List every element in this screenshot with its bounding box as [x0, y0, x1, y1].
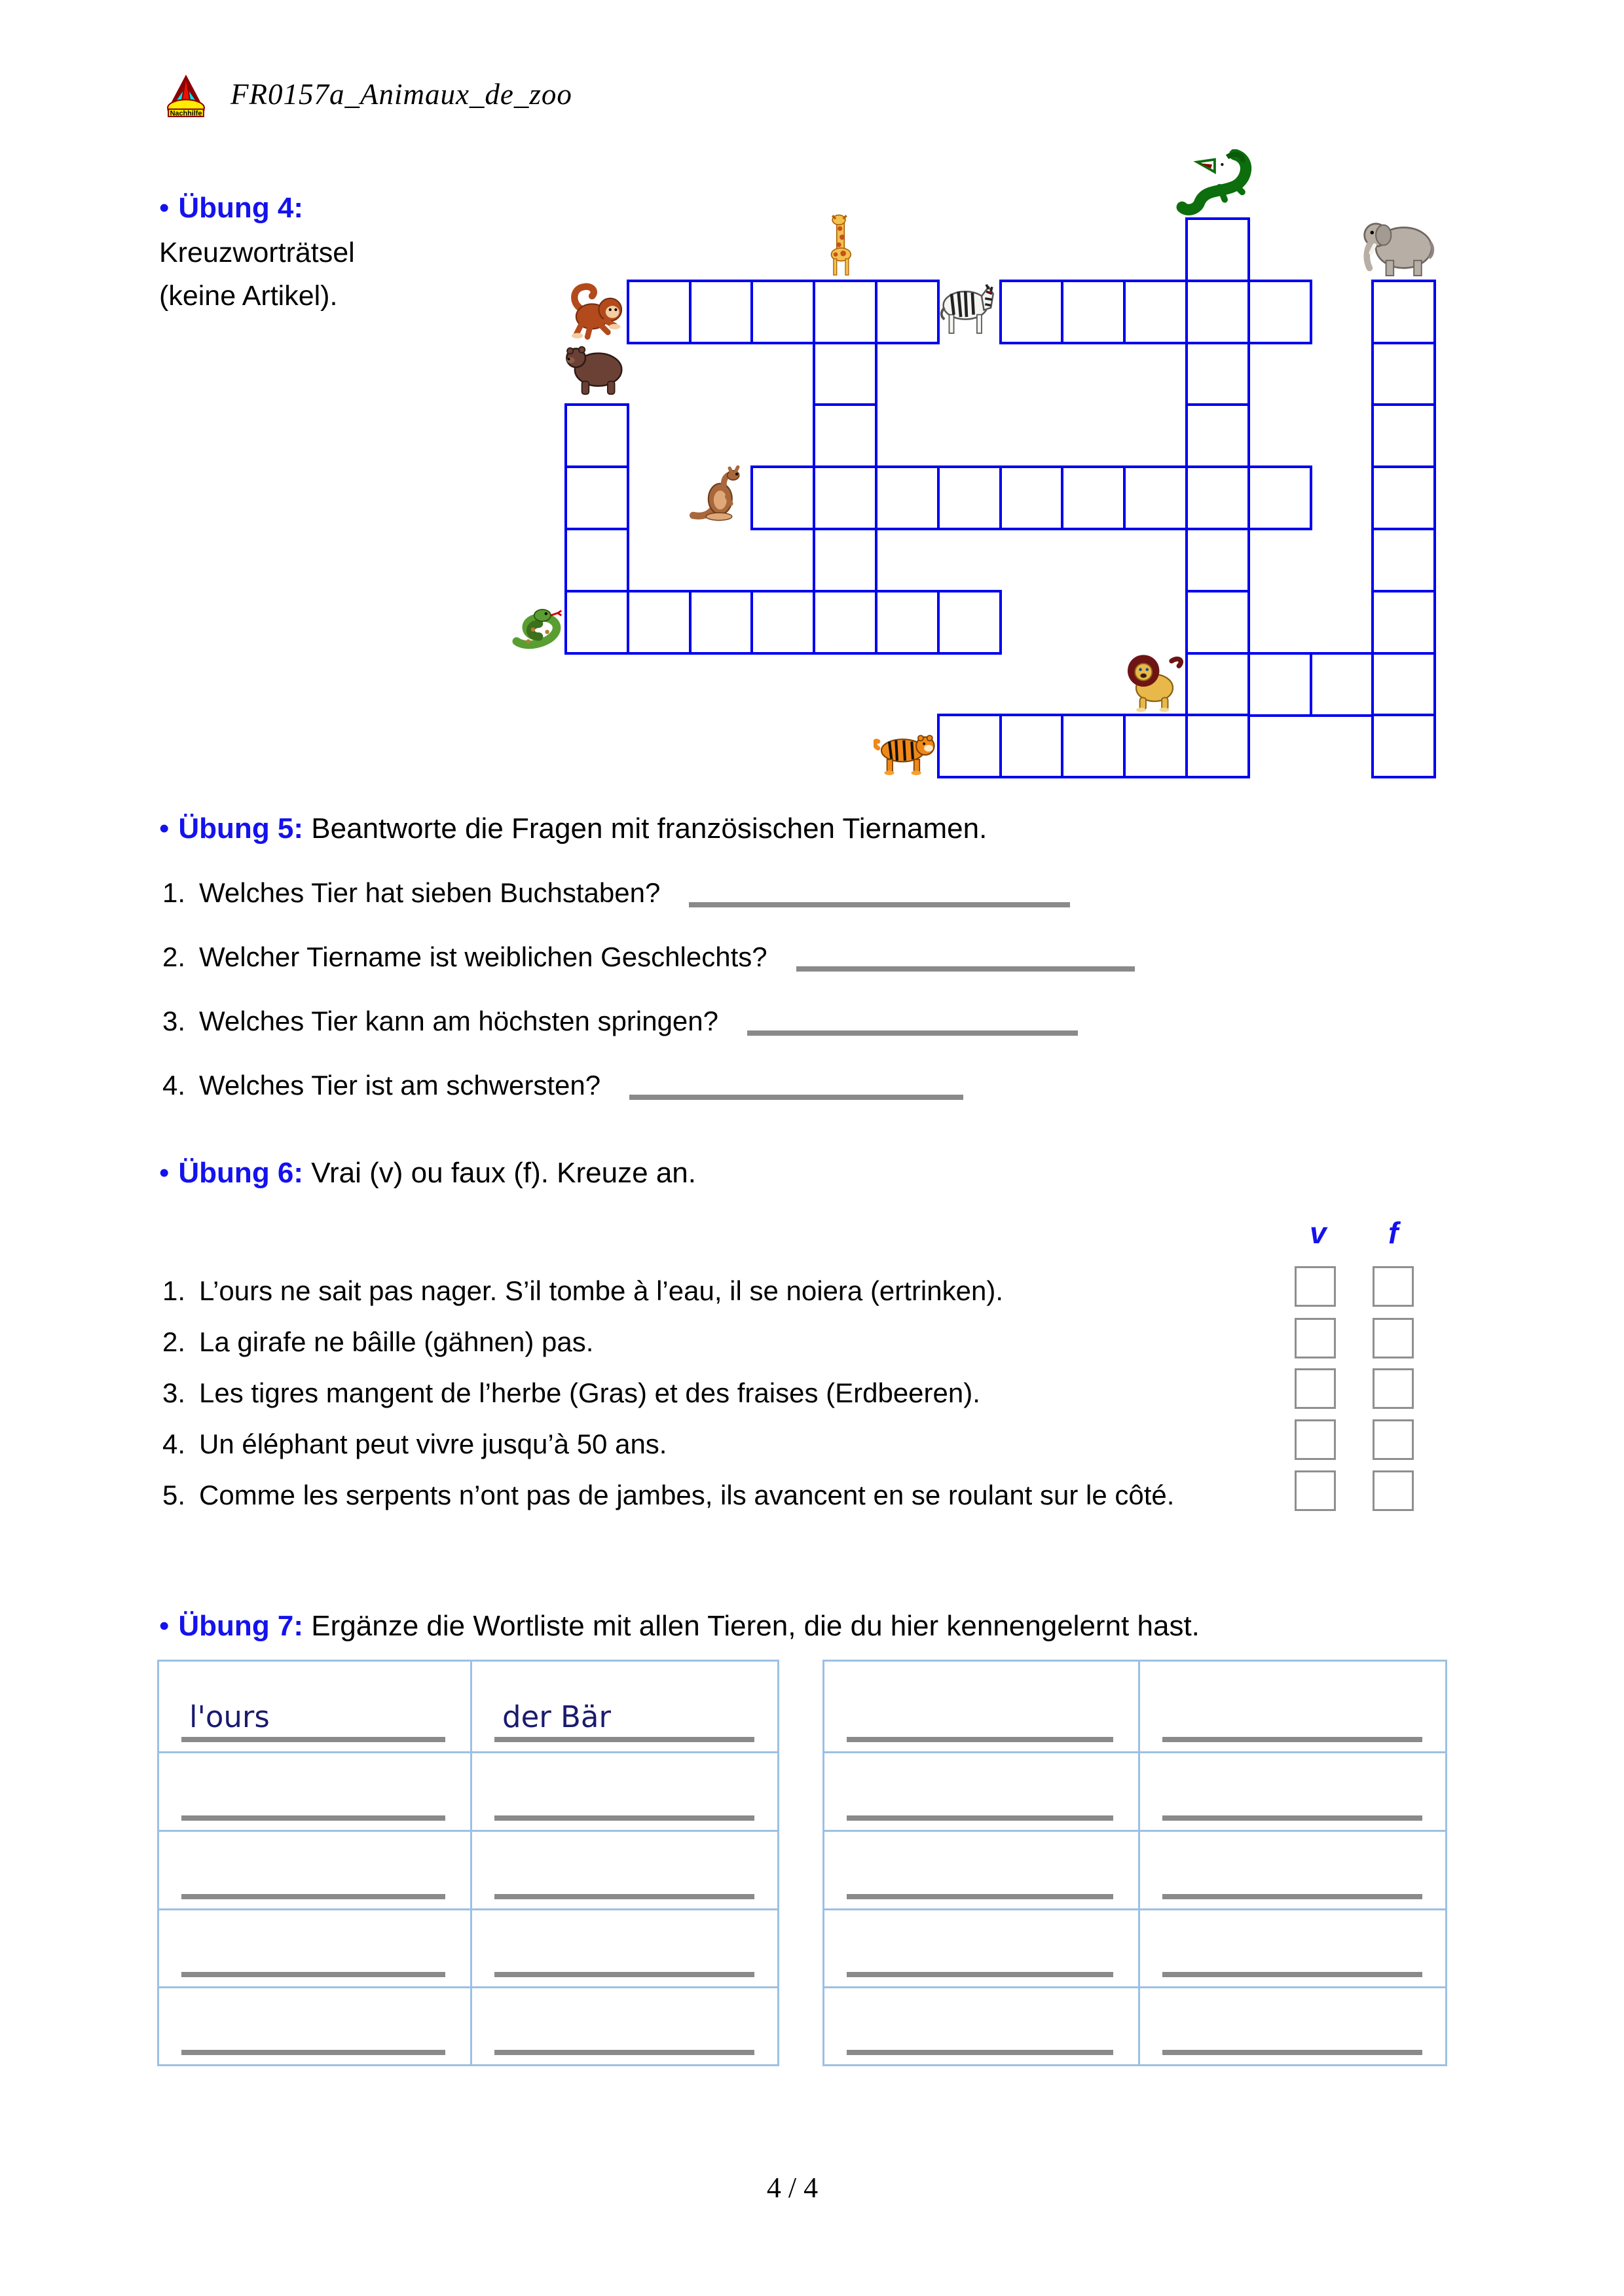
- wordlist-cell: [470, 1662, 779, 1751]
- wordlist-cell: [159, 1986, 470, 2064]
- question-row: [162, 1006, 1078, 1037]
- exercise7-label: Übung 7:: [178, 1610, 304, 1642]
- crossword-cell-crocodile[interactable]: [1185, 342, 1250, 407]
- wordlist-blank[interactable]: [1162, 1815, 1422, 1821]
- bear-image: [563, 339, 629, 395]
- question-number: 1.: [162, 877, 186, 908]
- crossword-cell-kangaroo[interactable]: [750, 465, 815, 530]
- wordlist-blank[interactable]: [494, 1894, 754, 1899]
- wordlist-cell: [159, 1751, 470, 1830]
- statement-row: [162, 1322, 1276, 1362]
- crossword-cell-lion[interactable]: [1185, 652, 1250, 717]
- answer-line[interactable]: [747, 1030, 1078, 1036]
- statement-text: Comme les serpents n’ont pas de jambes, ils avancent en se roulant sur le côté.: [199, 1480, 1175, 1510]
- statement-number: 1.: [162, 1275, 186, 1306]
- question-row: [162, 941, 1135, 973]
- wordlist-blank[interactable]: [181, 1815, 445, 1821]
- exercise4-description-line2: (keine Artikel).: [159, 280, 338, 312]
- crossword-cell-kangaroo[interactable]: [1247, 465, 1312, 530]
- crossword-cell-zebra[interactable]: [1061, 280, 1126, 344]
- question-text: Welches Tier hat sieben Buchstaben?: [199, 877, 661, 908]
- question-row: [162, 1070, 963, 1101]
- crossword-cell-kangaroo[interactable]: [1185, 465, 1250, 530]
- wordlist-cell: [159, 1662, 470, 1751]
- crossword-cell-kangaroo[interactable]: [1061, 465, 1126, 530]
- wordlist-blank[interactable]: [1162, 1972, 1422, 1977]
- answer-line[interactable]: [629, 1095, 963, 1100]
- answer-line[interactable]: [796, 966, 1135, 972]
- crossword-cell-tiger[interactable]: [1123, 714, 1188, 778]
- wordlist-blank[interactable]: [847, 1894, 1113, 1899]
- checkbox-f-statement-3[interactable]: [1373, 1368, 1414, 1409]
- crossword-cell-tiger[interactable]: [1061, 714, 1126, 778]
- crossword-cell-zebra[interactable]: [999, 280, 1064, 344]
- statement-text: La girafe ne bâille (gähnen) pas.: [199, 1326, 594, 1357]
- exercise6-instruction: Vrai (v) ou faux (f). Kreuze an.: [311, 1157, 696, 1189]
- statement-number: 3.: [162, 1377, 186, 1408]
- checkbox-f-statement-4[interactable]: [1373, 1419, 1414, 1460]
- wordlist-cell: [1138, 1908, 1447, 1986]
- crossword-cell-elephant[interactable]: [1371, 342, 1436, 407]
- wordlist-cell: [1138, 1986, 1447, 2064]
- crossword-cell-snake[interactable]: [564, 590, 629, 655]
- crossword-cell-monkey[interactable]: [875, 280, 940, 344]
- crossword-cell-snake[interactable]: [937, 590, 1002, 655]
- crossword-cell-snake[interactable]: [813, 590, 877, 655]
- exercise6-heading: [159, 1156, 696, 1190]
- crossword-cell-lion[interactable]: [1247, 652, 1312, 717]
- crossword-cell-monkey[interactable]: [627, 280, 692, 344]
- filled-entry-french: l'ours: [189, 1700, 270, 1734]
- wordlist-cell: [470, 1751, 779, 1830]
- crossword-cell-zebra[interactable]: [1247, 280, 1312, 344]
- crossword-cell-snake[interactable]: [875, 590, 940, 655]
- question-text: Welches Tier kann am höchsten springen?: [199, 1006, 718, 1036]
- crossword-cell-snake[interactable]: [750, 590, 815, 655]
- wordlist-cell: [824, 1908, 1138, 1986]
- crossword-cell-giraffe[interactable]: [813, 403, 877, 468]
- filled-entry-german: der Bär: [502, 1700, 612, 1734]
- wordlist-cell: [159, 1830, 470, 1908]
- crossword-cell-elephant[interactable]: [1371, 528, 1436, 592]
- question-text: Welcher Tiername ist weiblichen Geschlechts?: [199, 941, 767, 972]
- answer-line[interactable]: [689, 902, 1070, 907]
- checkbox-v-statement-5[interactable]: [1295, 1470, 1336, 1511]
- crossword-cell-zebra[interactable]: [1185, 280, 1250, 344]
- exercise6-label: Übung 6:: [178, 1157, 304, 1189]
- wordlist-cell: [1138, 1751, 1447, 1830]
- wordlist-cell: [470, 1986, 779, 2064]
- checkbox-f-statement-1[interactable]: [1373, 1266, 1414, 1307]
- question-text: Welches Tier ist am schwersten?: [199, 1070, 601, 1101]
- crossword-cell-zebra[interactable]: [1123, 280, 1188, 344]
- checkbox-v-statement-1[interactable]: [1295, 1266, 1336, 1307]
- wordlist-blank[interactable]: [494, 1972, 754, 1977]
- wordlist-blank[interactable]: [847, 1972, 1113, 1977]
- wordlist-blank[interactable]: [1162, 1894, 1422, 1899]
- exercise4-description-line1: Kreuzworträtsel: [159, 237, 355, 268]
- crossword-cell-crocodile[interactable]: [1185, 217, 1250, 282]
- exercise5-instruction: Beantworte die Fragen mit französischen Tiernamen.: [311, 812, 987, 845]
- wordlist-blank[interactable]: [847, 1815, 1113, 1821]
- wordlist-cell: [470, 1908, 779, 1986]
- question-number: 3.: [162, 1006, 186, 1036]
- question-row: [162, 877, 1070, 909]
- checkbox-v-statement-3[interactable]: [1295, 1368, 1336, 1409]
- exercise4-heading: [159, 191, 303, 225]
- statement-number: 2.: [162, 1326, 186, 1357]
- giraffe-image: [814, 213, 870, 278]
- crossword-cell-tiger[interactable]: [937, 714, 1002, 778]
- wordlist-cell: [824, 1662, 1138, 1751]
- bullet-icon: •: [159, 812, 170, 845]
- crossword-cell-tiger[interactable]: [1185, 714, 1250, 778]
- crossword-cell-snake[interactable]: [627, 590, 692, 655]
- statement-number: 4.: [162, 1429, 186, 1459]
- wordlist-table-left: [157, 1660, 779, 2066]
- crossword-cell-kangaroo[interactable]: [813, 465, 877, 530]
- snake-image: [509, 601, 568, 653]
- crocodile-image: [1170, 149, 1257, 217]
- document-title: FR0157a_Animaux_de_zoo: [231, 78, 572, 111]
- crossword-cell-lion[interactable]: [1371, 652, 1436, 717]
- exercise5-label: Übung 5:: [178, 812, 304, 845]
- wordlist-cell: [470, 1830, 779, 1908]
- kangaroo-image: [688, 464, 750, 522]
- crossword-cell-kangaroo[interactable]: [937, 465, 1002, 530]
- crossword-cell-elephant[interactable]: [1371, 465, 1436, 530]
- bullet-icon: •: [159, 1157, 170, 1189]
- question-number: 2.: [162, 941, 186, 972]
- bullet-icon: •: [159, 1610, 170, 1642]
- crossword-cell-kangaroo[interactable]: [875, 465, 940, 530]
- wordlist-blank[interactable]: [1162, 2050, 1422, 2055]
- wordlist-cell: [824, 1830, 1138, 1908]
- monkey-image: [567, 279, 626, 340]
- crossword-cell-giraffe[interactable]: [813, 528, 877, 592]
- statement-text: Un éléphant peut vivre jusqu’à 50 ans.: [199, 1429, 667, 1459]
- statement-text: L’ours ne sait pas nager. S’il tombe à l’eau, il se noiera (ertrinken).: [199, 1275, 1003, 1306]
- wordlist-blank[interactable]: [494, 2050, 754, 2055]
- wordlist-blank[interactable]: [1162, 1737, 1422, 1742]
- page-number: 4 / 4: [766, 2172, 819, 2204]
- statement-row: [162, 1373, 1276, 1413]
- wordlist-blank[interactable]: [181, 2050, 445, 2055]
- crossword-cell-kangaroo[interactable]: [999, 465, 1064, 530]
- tiger-image: [874, 727, 936, 776]
- crossword-cell-monkey[interactable]: [689, 280, 754, 344]
- exercise7-heading: [159, 1609, 1200, 1643]
- wordlist-cell: [824, 1751, 1138, 1830]
- column-header-vrai: v: [1310, 1216, 1327, 1250]
- crossword-cell-snake[interactable]: [689, 590, 754, 655]
- wordlist-blank[interactable]: [847, 2050, 1113, 2055]
- column-header-faux: f: [1388, 1216, 1399, 1250]
- bullet-icon: •: [159, 192, 170, 224]
- crossword-cell-crocodile[interactable]: [1185, 528, 1250, 592]
- lion-image: [1122, 649, 1187, 712]
- wordlist-blank[interactable]: [847, 1737, 1113, 1742]
- statement-number: 5.: [162, 1480, 186, 1510]
- crossword-cell-monkey[interactable]: [813, 280, 877, 344]
- wordlist-cell: [824, 1986, 1138, 2064]
- crossword-cell-tiger[interactable]: [999, 714, 1064, 778]
- wordlist-blank[interactable]: [181, 1894, 445, 1899]
- crossword-cell-elephant[interactable]: [1371, 403, 1436, 468]
- crossword-cell-bear[interactable]: [564, 403, 629, 468]
- wordlist-cell: [1138, 1662, 1447, 1751]
- statement-row: [162, 1424, 1276, 1465]
- exercise7-instruction: Ergänze die Wortliste mit allen Tieren, die du hier kennengelernt hast.: [311, 1610, 1200, 1642]
- exercise4-label: Übung 4:: [178, 192, 304, 224]
- svg-text:Nachhilfe: Nachhilfe: [170, 109, 202, 118]
- zebra-image: [935, 278, 998, 338]
- wordlist-blank[interactable]: [181, 1737, 445, 1742]
- wordlist-table-right: [822, 1660, 1447, 2066]
- wordlist-blank[interactable]: [181, 1972, 445, 1977]
- statement-text: Les tigres mangent de l’herbe (Gras) et des fraises (Erdbeeren).: [199, 1377, 980, 1408]
- crossword-cell-elephant[interactable]: [1371, 590, 1436, 655]
- elephant-image: [1358, 215, 1437, 278]
- nachhilfe-logo-icon: [166, 74, 206, 117]
- crossword-cell-bear[interactable]: [564, 528, 629, 592]
- crossword-cell-kangaroo[interactable]: [1123, 465, 1188, 530]
- checkbox-f-statement-5[interactable]: [1373, 1470, 1414, 1511]
- statement-row: [162, 1475, 1276, 1516]
- checkbox-v-statement-4[interactable]: [1295, 1419, 1336, 1460]
- crossword-cell-lion[interactable]: [1310, 652, 1375, 717]
- wordlist-cell: [1138, 1830, 1447, 1908]
- crossword-cell-bear[interactable]: [564, 465, 629, 530]
- exercise5-heading: [159, 812, 987, 846]
- question-number: 4.: [162, 1070, 186, 1101]
- checkbox-v-statement-2[interactable]: [1295, 1318, 1336, 1358]
- crossword-cell-elephant[interactable]: [1371, 280, 1436, 344]
- statement-row: [162, 1271, 1276, 1311]
- crossword-cell-crocodile[interactable]: [1185, 403, 1250, 468]
- wordlist-blank[interactable]: [494, 1815, 754, 1821]
- crossword-cell-monkey[interactable]: [750, 280, 815, 344]
- crossword-cell-crocodile[interactable]: [1185, 590, 1250, 655]
- wordlist-cell: [159, 1908, 470, 1986]
- checkbox-f-statement-2[interactable]: [1373, 1318, 1414, 1358]
- wordlist-blank[interactable]: [494, 1737, 754, 1742]
- crossword-cell-giraffe[interactable]: [813, 342, 877, 407]
- crossword-cell-elephant[interactable]: [1371, 714, 1436, 778]
